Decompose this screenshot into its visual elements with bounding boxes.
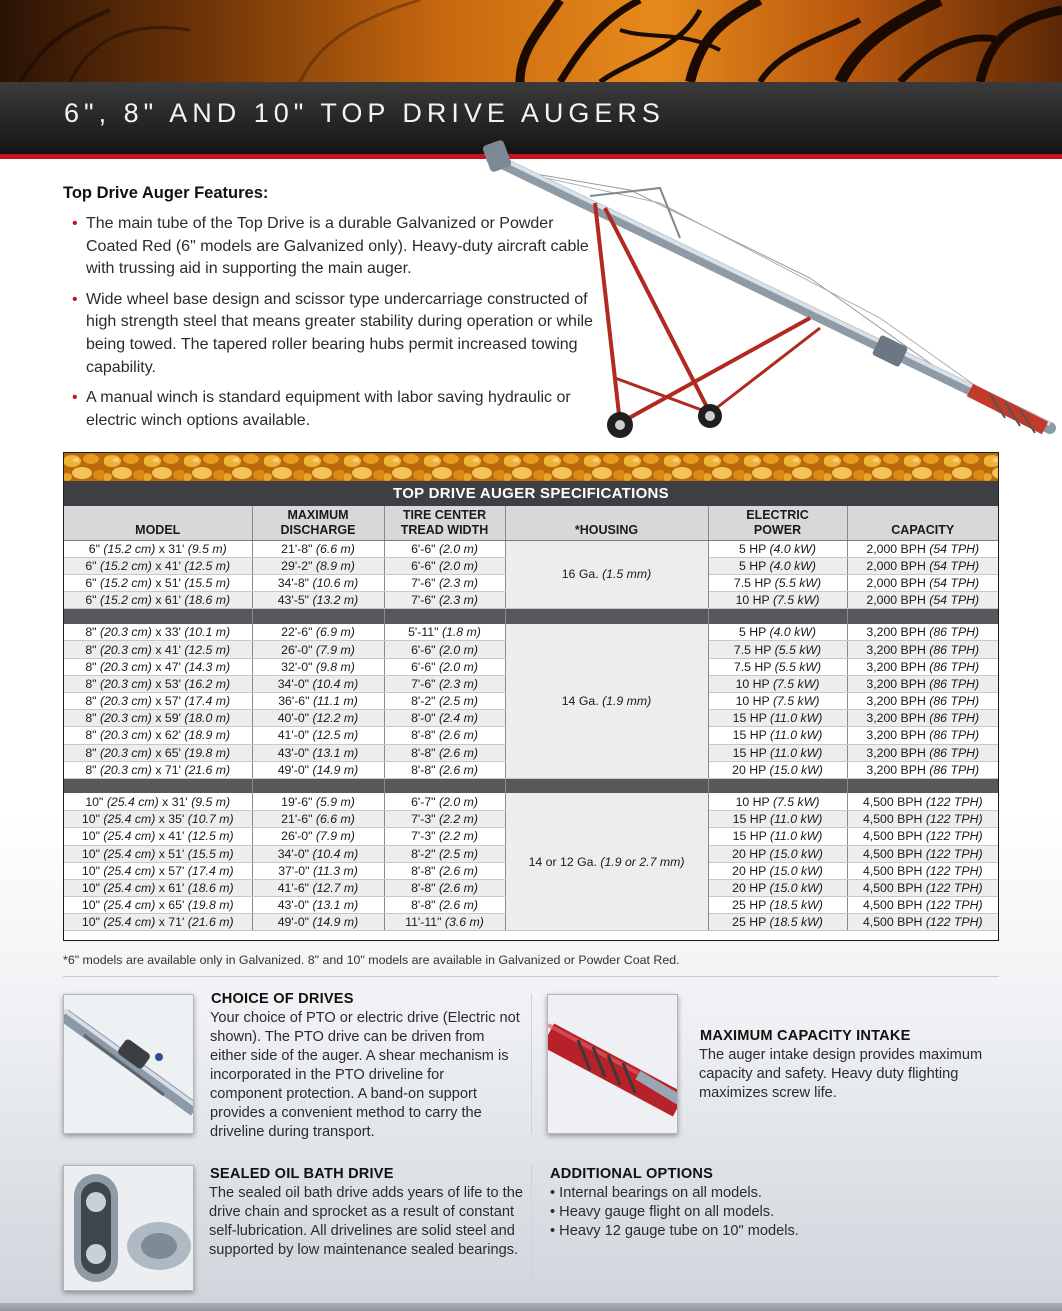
separator-cell [847, 609, 998, 624]
intake-title: MAXIMUM CAPACITY INTAKE [700, 1028, 911, 1044]
crop-silhouette-graphic [0, 0, 1062, 82]
model-cell: 10" (25.4 cm) x 31' (9.5 m) [64, 793, 252, 810]
col-header-power: ELECTRIC POWER [708, 506, 847, 540]
col-header-max-discharge: MAXIMUM DISCHARGE [252, 506, 384, 540]
housing-cell: 16 Ga. (1.5 mm) [505, 540, 708, 609]
model-cell: 8" (20.3 cm) x 33' (10.1 m) [64, 624, 252, 641]
discharge-cell: 37'-0" (11.3 m) [252, 862, 384, 879]
capacity-cell: 3,200 BPH (86 TPH) [847, 761, 998, 778]
power-cell: 10 HP (7.5 kW) [708, 793, 847, 810]
discharge-cell: 21'-8" (6.6 m) [252, 540, 384, 557]
hero-crop-image [0, 0, 1062, 82]
power-cell: 7.5 HP (5.5 kW) [708, 574, 847, 591]
group-separator-row [64, 609, 998, 624]
tire-width-cell: 8'-2" (2.5 m) [384, 693, 505, 710]
tire-width-cell: 7'-6" (2.3 m) [384, 574, 505, 591]
spec-table-container [63, 452, 999, 941]
discharge-cell: 43'-0" (13.1 m) [252, 897, 384, 914]
model-cell: 8" (20.3 cm) x 57' (17.4 m) [64, 693, 252, 710]
capacity-cell: 4,500 BPH (122 TPH) [847, 897, 998, 914]
spec-table-body [64, 540, 998, 931]
power-cell: 20 HP (15.0 kW) [708, 845, 847, 862]
col-header-tire-width: TIRE CENTER TREAD WIDTH [384, 506, 505, 540]
capacity-cell: 3,200 BPH (86 TPH) [847, 744, 998, 761]
model-cell: 10" (25.4 cm) x 35' (10.7 m) [64, 811, 252, 828]
discharge-cell: 21'-6" (6.6 m) [252, 811, 384, 828]
table-row [64, 793, 998, 810]
capacity-cell: 4,500 BPH (122 TPH) [847, 879, 998, 896]
table-row [64, 540, 998, 557]
model-cell: 6" (15.2 cm) x 61' (18.6 m) [64, 592, 252, 609]
section-divider [63, 976, 999, 977]
discharge-cell: 40'-0" (12.2 m) [252, 710, 384, 727]
discharge-cell: 34'-0" (10.4 m) [252, 845, 384, 862]
drives-text: Your choice of PTO or electric drive (Electric not shown). The PTO drive can be driven from either side of the auger. A shear mechanism is incorporated in the PTO driveline for component protection. A band-on support provides a convenient method to carry the driveline during transport. [210, 1010, 520, 1140]
power-cell: 10 HP (7.5 kW) [708, 693, 847, 710]
pto-drive-photo [63, 994, 194, 1134]
capacity-cell: 3,200 BPH (86 TPH) [847, 727, 998, 744]
model-cell: 8" (20.3 cm) x 53' (16.2 m) [64, 675, 252, 692]
power-cell: 15 HP (11.0 kW) [708, 811, 847, 828]
model-cell: 8" (20.3 cm) x 41' (12.5 m) [64, 641, 252, 658]
separator-cell [708, 778, 847, 793]
discharge-cell: 36'-6" (11.1 m) [252, 693, 384, 710]
discharge-cell: 34'-0" (10.4 m) [252, 675, 384, 692]
table-row [64, 624, 998, 641]
option-item: • Heavy 12 gauge tube on 10" models. [550, 1223, 799, 1239]
tire-width-cell: 7'-3" (2.2 m) [384, 811, 505, 828]
tire-width-cell: 5'-11" (1.8 m) [384, 624, 505, 641]
tire-width-cell: 6'-6" (2.0 m) [384, 540, 505, 557]
features-heading: Top Drive Auger Features: [63, 184, 269, 202]
drives-title: CHOICE OF DRIVES [211, 991, 354, 1007]
separator-cell [384, 609, 505, 624]
oil-bath-title: SEALED OIL BATH DRIVE [210, 1166, 394, 1182]
model-cell: 10" (25.4 cm) x 41' (12.5 m) [64, 828, 252, 845]
corn-kernels-image [64, 453, 998, 481]
discharge-cell: 49'-0" (14.9 m) [252, 914, 384, 931]
discharge-cell: 29'-2" (8.9 m) [252, 557, 384, 574]
option-item: • Internal bearings on all models. [550, 1185, 762, 1201]
discharge-cell: 43'-0" (13.1 m) [252, 744, 384, 761]
separator-cell [505, 609, 708, 624]
model-cell: 8" (20.3 cm) x 71' (21.6 m) [64, 761, 252, 778]
capacity-cell: 3,200 BPH (86 TPH) [847, 641, 998, 658]
model-cell: 8" (20.3 cm) x 59' (18.0 m) [64, 710, 252, 727]
tire-width-cell: 8'-8" (2.6 m) [384, 862, 505, 879]
separator-cell [847, 778, 998, 793]
table-title: TOP DRIVE AUGER SPECIFICATIONS [64, 481, 998, 506]
discharge-cell: 26'-0" (7.9 m) [252, 641, 384, 658]
table-header-row [64, 506, 998, 540]
tire-width-cell: 6'-6" (2.0 m) [384, 641, 505, 658]
separator-cell [252, 778, 384, 793]
oil-bath-drive-photo [63, 1165, 194, 1291]
col-header-capacity: CAPACITY [847, 506, 998, 540]
separator-cell [505, 778, 708, 793]
options-title: ADDITIONAL OPTIONS [550, 1166, 714, 1182]
model-cell: 10" (25.4 cm) x 61' (18.6 m) [64, 879, 252, 896]
tire-width-cell: 7'-6" (2.3 m) [384, 592, 505, 609]
column-separator [531, 1165, 532, 1295]
power-cell: 15 HP (11.0 kW) [708, 710, 847, 727]
model-cell: 10" (25.4 cm) x 51' (15.5 m) [64, 845, 252, 862]
discharge-cell: 26'-0" (7.9 m) [252, 828, 384, 845]
tire-width-cell: 7'-3" (2.2 m) [384, 828, 505, 845]
table-footnote: *6" models are available only in Galvanized. 8" and 10" models are available in Galvanized or Powder Coat Red. [63, 953, 680, 967]
col-header-housing: *HOUSING [505, 506, 708, 540]
power-cell: 20 HP (15.0 kW) [708, 761, 847, 778]
tire-width-cell: 7'-6" (2.3 m) [384, 675, 505, 692]
option-item: • Heavy gauge flight on all models. [550, 1204, 775, 1220]
tire-width-cell: 8'-8" (2.6 m) [384, 727, 505, 744]
capacity-cell: 4,500 BPH (122 TPH) [847, 811, 998, 828]
power-cell: 5 HP (4.0 kW) [708, 557, 847, 574]
auger-illustration [480, 128, 1062, 448]
model-cell: 6" (15.2 cm) x 51' (15.5 m) [64, 574, 252, 591]
power-cell: 15 HP (11.0 kW) [708, 744, 847, 761]
tire-width-cell: 8'-8" (2.6 m) [384, 897, 505, 914]
model-cell: 10" (25.4 cm) x 57' (17.4 m) [64, 862, 252, 879]
housing-cell: 14 or 12 Ga. (1.9 or 2.7 mm) [505, 793, 708, 931]
housing-cell: 14 Ga. (1.9 mm) [505, 624, 708, 779]
separator-cell [64, 778, 252, 793]
capacity-cell: 2,000 BPH (54 TPH) [847, 557, 998, 574]
discharge-cell: 32'-0" (9.8 m) [252, 658, 384, 675]
capacity-cell: 4,500 BPH (122 TPH) [847, 793, 998, 810]
feature-text: Wide wheel base design and scissor type undercarriage constructed of high strength steel that means greater stability during operation or while being towed. The tapered roller bearing hubs permit increased towing capability. [86, 290, 593, 376]
capacity-cell: 4,500 BPH (122 TPH) [847, 828, 998, 845]
discharge-cell: 19'-6" (5.9 m) [252, 793, 384, 810]
tire-width-cell: 8'-8" (2.6 m) [384, 761, 505, 778]
power-cell: 20 HP (15.0 kW) [708, 879, 847, 896]
capacity-cell: 3,200 BPH (86 TPH) [847, 624, 998, 641]
power-cell: 7.5 HP (5.5 kW) [708, 658, 847, 675]
power-cell: 25 HP (18.5 kW) [708, 897, 847, 914]
power-cell: 20 HP (15.0 kW) [708, 862, 847, 879]
tire-width-cell: 6'-6" (2.0 m) [384, 557, 505, 574]
capacity-cell: 2,000 BPH (54 TPH) [847, 592, 998, 609]
col-header-model: MODEL [64, 506, 252, 540]
bullet-icon: • [72, 389, 78, 407]
discharge-cell: 22'-6" (6.9 m) [252, 624, 384, 641]
model-cell: 6" (15.2 cm) x 41' (12.5 m) [64, 557, 252, 574]
options-list [550, 1184, 990, 1241]
tire-width-cell: 8'-8" (2.6 m) [384, 879, 505, 896]
power-cell: 10 HP (7.5 kW) [708, 592, 847, 609]
page-title: 6", 8" AND 10" TOP DRIVE AUGERS [64, 98, 665, 128]
tire-width-cell: 8'-2" (2.5 m) [384, 845, 505, 862]
power-cell: 15 HP (11.0 kW) [708, 828, 847, 845]
discharge-cell: 34'-8" (10.6 m) [252, 574, 384, 591]
bullet-icon: • [72, 215, 78, 232]
capacity-cell: 4,500 BPH (122 TPH) [847, 845, 998, 862]
model-cell: 10" (25.4 cm) x 65' (19.8 m) [64, 897, 252, 914]
capacity-cell: 2,000 BPH (54 TPH) [847, 574, 998, 591]
tire-width-cell: 6'-7" (2.0 m) [384, 793, 505, 810]
capacity-cell: 3,200 BPH (86 TPH) [847, 658, 998, 675]
tire-width-cell: 8'-8" (2.6 m) [384, 744, 505, 761]
model-cell: 6" (15.2 cm) x 31' (9.5 m) [64, 540, 252, 557]
model-cell: 8" (20.3 cm) x 65' (19.8 m) [64, 744, 252, 761]
power-cell: 7.5 HP (5.5 kW) [708, 641, 847, 658]
intake-photo [547, 994, 678, 1134]
feature-text: A manual winch is standard equipment with labor saving hydraulic or electric winch options available. [86, 389, 571, 429]
separator-cell [252, 609, 384, 624]
power-cell: 25 HP (18.5 kW) [708, 914, 847, 931]
power-cell: 15 HP (11.0 kW) [708, 727, 847, 744]
discharge-cell: 49'-0" (14.9 m) [252, 761, 384, 778]
capacity-cell: 3,200 BPH (86 TPH) [847, 675, 998, 692]
oil-bath-text: The sealed oil bath drive adds years of life to the drive chain and sprocket as a result of constant self-lubrication. All drivelines are solid steel and supported by low maintenance sealed bearings. [209, 1185, 523, 1258]
tire-width-cell: 11'-11" (3.6 m) [384, 914, 505, 931]
model-cell: 8" (20.3 cm) x 47' (14.3 m) [64, 658, 252, 675]
power-cell: 5 HP (4.0 kW) [708, 624, 847, 641]
intake-text: The auger intake design provides maximum capacity and safety. Heavy duty flighting maximizes screw life. [699, 1047, 983, 1101]
feature-text: The main tube of the Top Drive is a durable Galvanized or Powder Coated Red (6" models are Galvanized only). Heavy-duty aircraft cable with trussing aid in supporting the main auger. [86, 215, 589, 278]
spec-table [64, 506, 998, 931]
capacity-cell: 3,200 BPH (86 TPH) [847, 693, 998, 710]
column-separator [531, 994, 532, 1134]
discharge-cell: 41'-6" (12.7 m) [252, 879, 384, 896]
capacity-cell: 2,000 BPH (54 TPH) [847, 540, 998, 557]
separator-cell [708, 609, 847, 624]
power-cell: 10 HP (7.5 kW) [708, 675, 847, 692]
page-footer-bar [0, 1303, 1062, 1311]
separator-cell [64, 609, 252, 624]
tire-width-cell: 6'-6" (2.0 m) [384, 658, 505, 675]
discharge-cell: 41'-0" (12.5 m) [252, 727, 384, 744]
capacity-cell: 3,200 BPH (86 TPH) [847, 710, 998, 727]
capacity-cell: 4,500 BPH (122 TPH) [847, 862, 998, 879]
capacity-cell: 4,500 BPH (122 TPH) [847, 914, 998, 931]
group-separator-row [64, 778, 998, 793]
model-cell: 8" (20.3 cm) x 62' (18.9 m) [64, 727, 252, 744]
separator-cell [384, 778, 505, 793]
model-cell: 10" (25.4 cm) x 71' (21.6 m) [64, 914, 252, 931]
power-cell: 5 HP (4.0 kW) [708, 540, 847, 557]
tire-width-cell: 8'-0" (2.4 m) [384, 710, 505, 727]
discharge-cell: 43'-5" (13.2 m) [252, 592, 384, 609]
bullet-icon: • [72, 290, 78, 308]
